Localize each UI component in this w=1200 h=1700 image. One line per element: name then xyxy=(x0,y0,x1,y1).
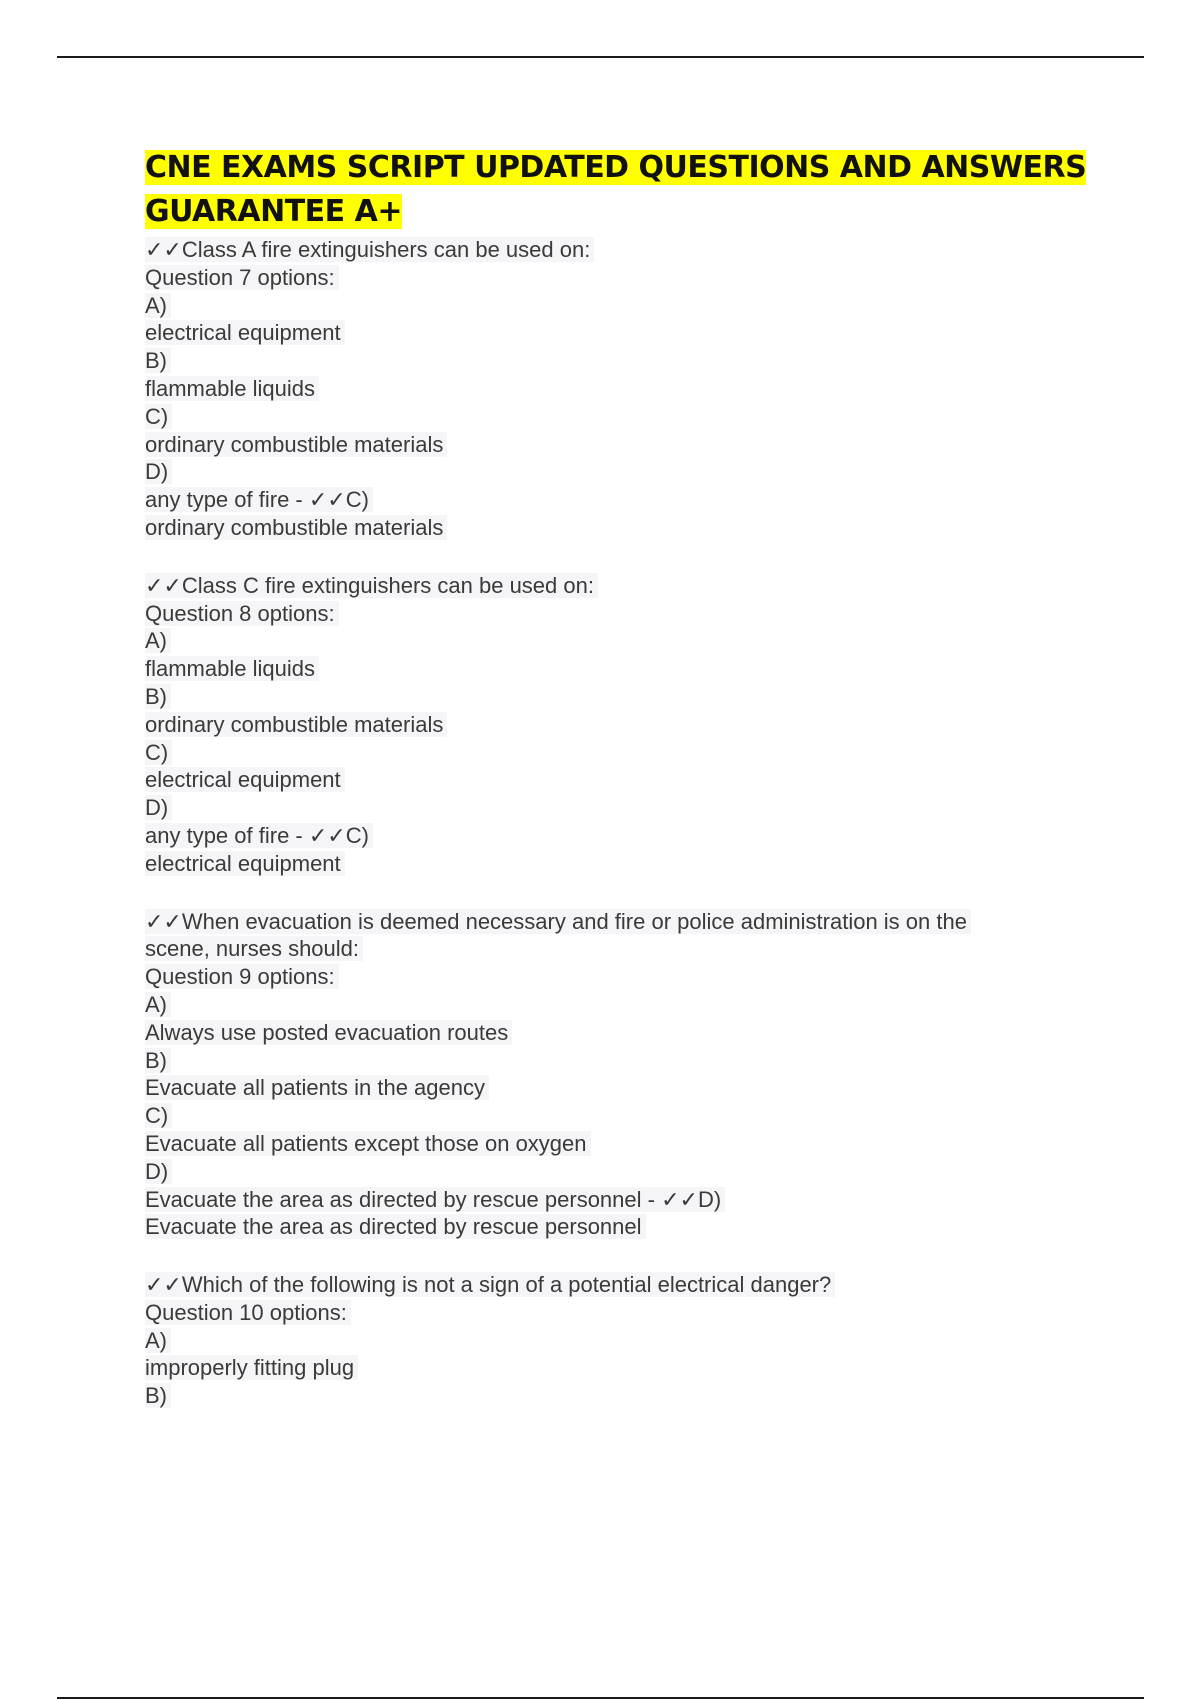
question-line-text: flammable liquids xyxy=(145,656,319,681)
question-line-text: ✓✓Class C fire extinguishers can be used on: xyxy=(145,573,598,598)
question-line xyxy=(145,711,1105,739)
question-line-text: any type of fire - ✓✓C) xyxy=(145,823,373,848)
footer-rule xyxy=(57,1697,1144,1699)
question-line xyxy=(145,1354,1105,1382)
question-block xyxy=(145,236,1105,542)
question-line-text: flammable liquids xyxy=(145,376,319,401)
question-line xyxy=(145,319,1105,347)
question-line-text: B) xyxy=(145,1383,171,1408)
header-rule xyxy=(57,56,1144,58)
title-line-2: GUARANTEE A+ xyxy=(145,194,402,229)
question-line-text: Evacuate the area as directed by rescue personnel xyxy=(145,1214,646,1239)
question-line xyxy=(145,1213,1105,1241)
question-line-text: Always use posted evacuation routes xyxy=(145,1020,512,1045)
question-line xyxy=(145,655,1105,683)
question-line-text: A) xyxy=(145,293,171,318)
question-line xyxy=(145,822,1105,850)
question-line-text: ✓✓Class A fire extinguishers can be used on: xyxy=(145,237,594,262)
question-line xyxy=(145,963,1105,991)
question-line xyxy=(145,600,1105,628)
document-body xyxy=(145,146,1105,1440)
question-line xyxy=(145,403,1105,431)
question-line-text: D) xyxy=(145,1159,172,1184)
question-line xyxy=(145,264,1105,292)
question-line-text: B) xyxy=(145,348,171,373)
question-line xyxy=(145,739,1105,767)
question-line xyxy=(145,1047,1105,1075)
title-line-1: CNE EXAMS SCRIPT UPDATED QUESTIONS AND ANSWERS xyxy=(145,150,1087,185)
question-line-text: B) xyxy=(145,1048,171,1073)
question-block xyxy=(145,572,1105,878)
question-line-text: electrical equipment xyxy=(145,851,345,876)
question-line xyxy=(145,458,1105,486)
question-line xyxy=(145,1327,1105,1355)
document-title xyxy=(145,146,1105,234)
question-line xyxy=(145,347,1105,375)
question-line-text: Question 10 options: xyxy=(145,1300,351,1325)
question-line-text: C) xyxy=(145,740,172,765)
question-line-text: A) xyxy=(145,628,171,653)
question-line-text: Evacuate all patients except those on oxygen xyxy=(145,1131,591,1156)
question-line-text: C) xyxy=(145,404,172,429)
question-line-text: B) xyxy=(145,684,171,709)
question-line xyxy=(145,627,1105,655)
question-line-text: D) xyxy=(145,795,172,820)
question-line-text: scene, nurses should: xyxy=(145,936,363,961)
question-line xyxy=(145,486,1105,514)
question-line xyxy=(145,1074,1105,1102)
question-line xyxy=(145,908,1105,936)
question-line xyxy=(145,1186,1105,1214)
question-line-text: C) xyxy=(145,1103,172,1128)
question-line-text: Question 7 options: xyxy=(145,265,339,290)
question-line-text: Question 9 options: xyxy=(145,964,339,989)
question-line-text: ordinary combustible materials xyxy=(145,515,447,540)
question-line xyxy=(145,514,1105,542)
question-line-text: Evacuate the area as directed by rescue personnel - ✓✓D) xyxy=(145,1187,725,1212)
question-block xyxy=(145,1271,1105,1410)
question-line-text: ✓✓When evacuation is deemed necessary and fire or police administration is on the xyxy=(145,909,971,934)
question-line-text: D) xyxy=(145,459,172,484)
question-line xyxy=(145,375,1105,403)
question-line xyxy=(145,766,1105,794)
question-line xyxy=(145,1382,1105,1410)
question-line-text: A) xyxy=(145,1328,171,1353)
question-line xyxy=(145,1019,1105,1047)
question-line xyxy=(145,991,1105,1019)
question-line xyxy=(145,935,1105,963)
question-line xyxy=(145,431,1105,459)
question-line xyxy=(145,572,1105,600)
question-line xyxy=(145,683,1105,711)
question-line xyxy=(145,1271,1105,1299)
question-list xyxy=(145,236,1105,1410)
question-line-text: ✓✓Which of the following is not a sign of a potential electrical danger? xyxy=(145,1272,835,1297)
question-line-text: ordinary combustible materials xyxy=(145,432,447,457)
question-line-text: Evacuate all patients in the agency xyxy=(145,1075,489,1100)
question-line-text: ordinary combustible materials xyxy=(145,712,447,737)
question-line-text: improperly fitting plug xyxy=(145,1355,358,1380)
question-line xyxy=(145,794,1105,822)
question-line xyxy=(145,1130,1105,1158)
question-line xyxy=(145,292,1105,320)
question-line xyxy=(145,236,1105,264)
question-line xyxy=(145,1102,1105,1130)
question-line xyxy=(145,850,1105,878)
question-block xyxy=(145,908,1105,1242)
question-line-text: electrical equipment xyxy=(145,767,345,792)
question-line xyxy=(145,1299,1105,1327)
question-line xyxy=(145,1158,1105,1186)
question-line-text: electrical equipment xyxy=(145,320,345,345)
question-line-text: Question 8 options: xyxy=(145,601,339,626)
question-line-text: A) xyxy=(145,992,171,1017)
question-line-text: any type of fire - ✓✓C) xyxy=(145,487,373,512)
